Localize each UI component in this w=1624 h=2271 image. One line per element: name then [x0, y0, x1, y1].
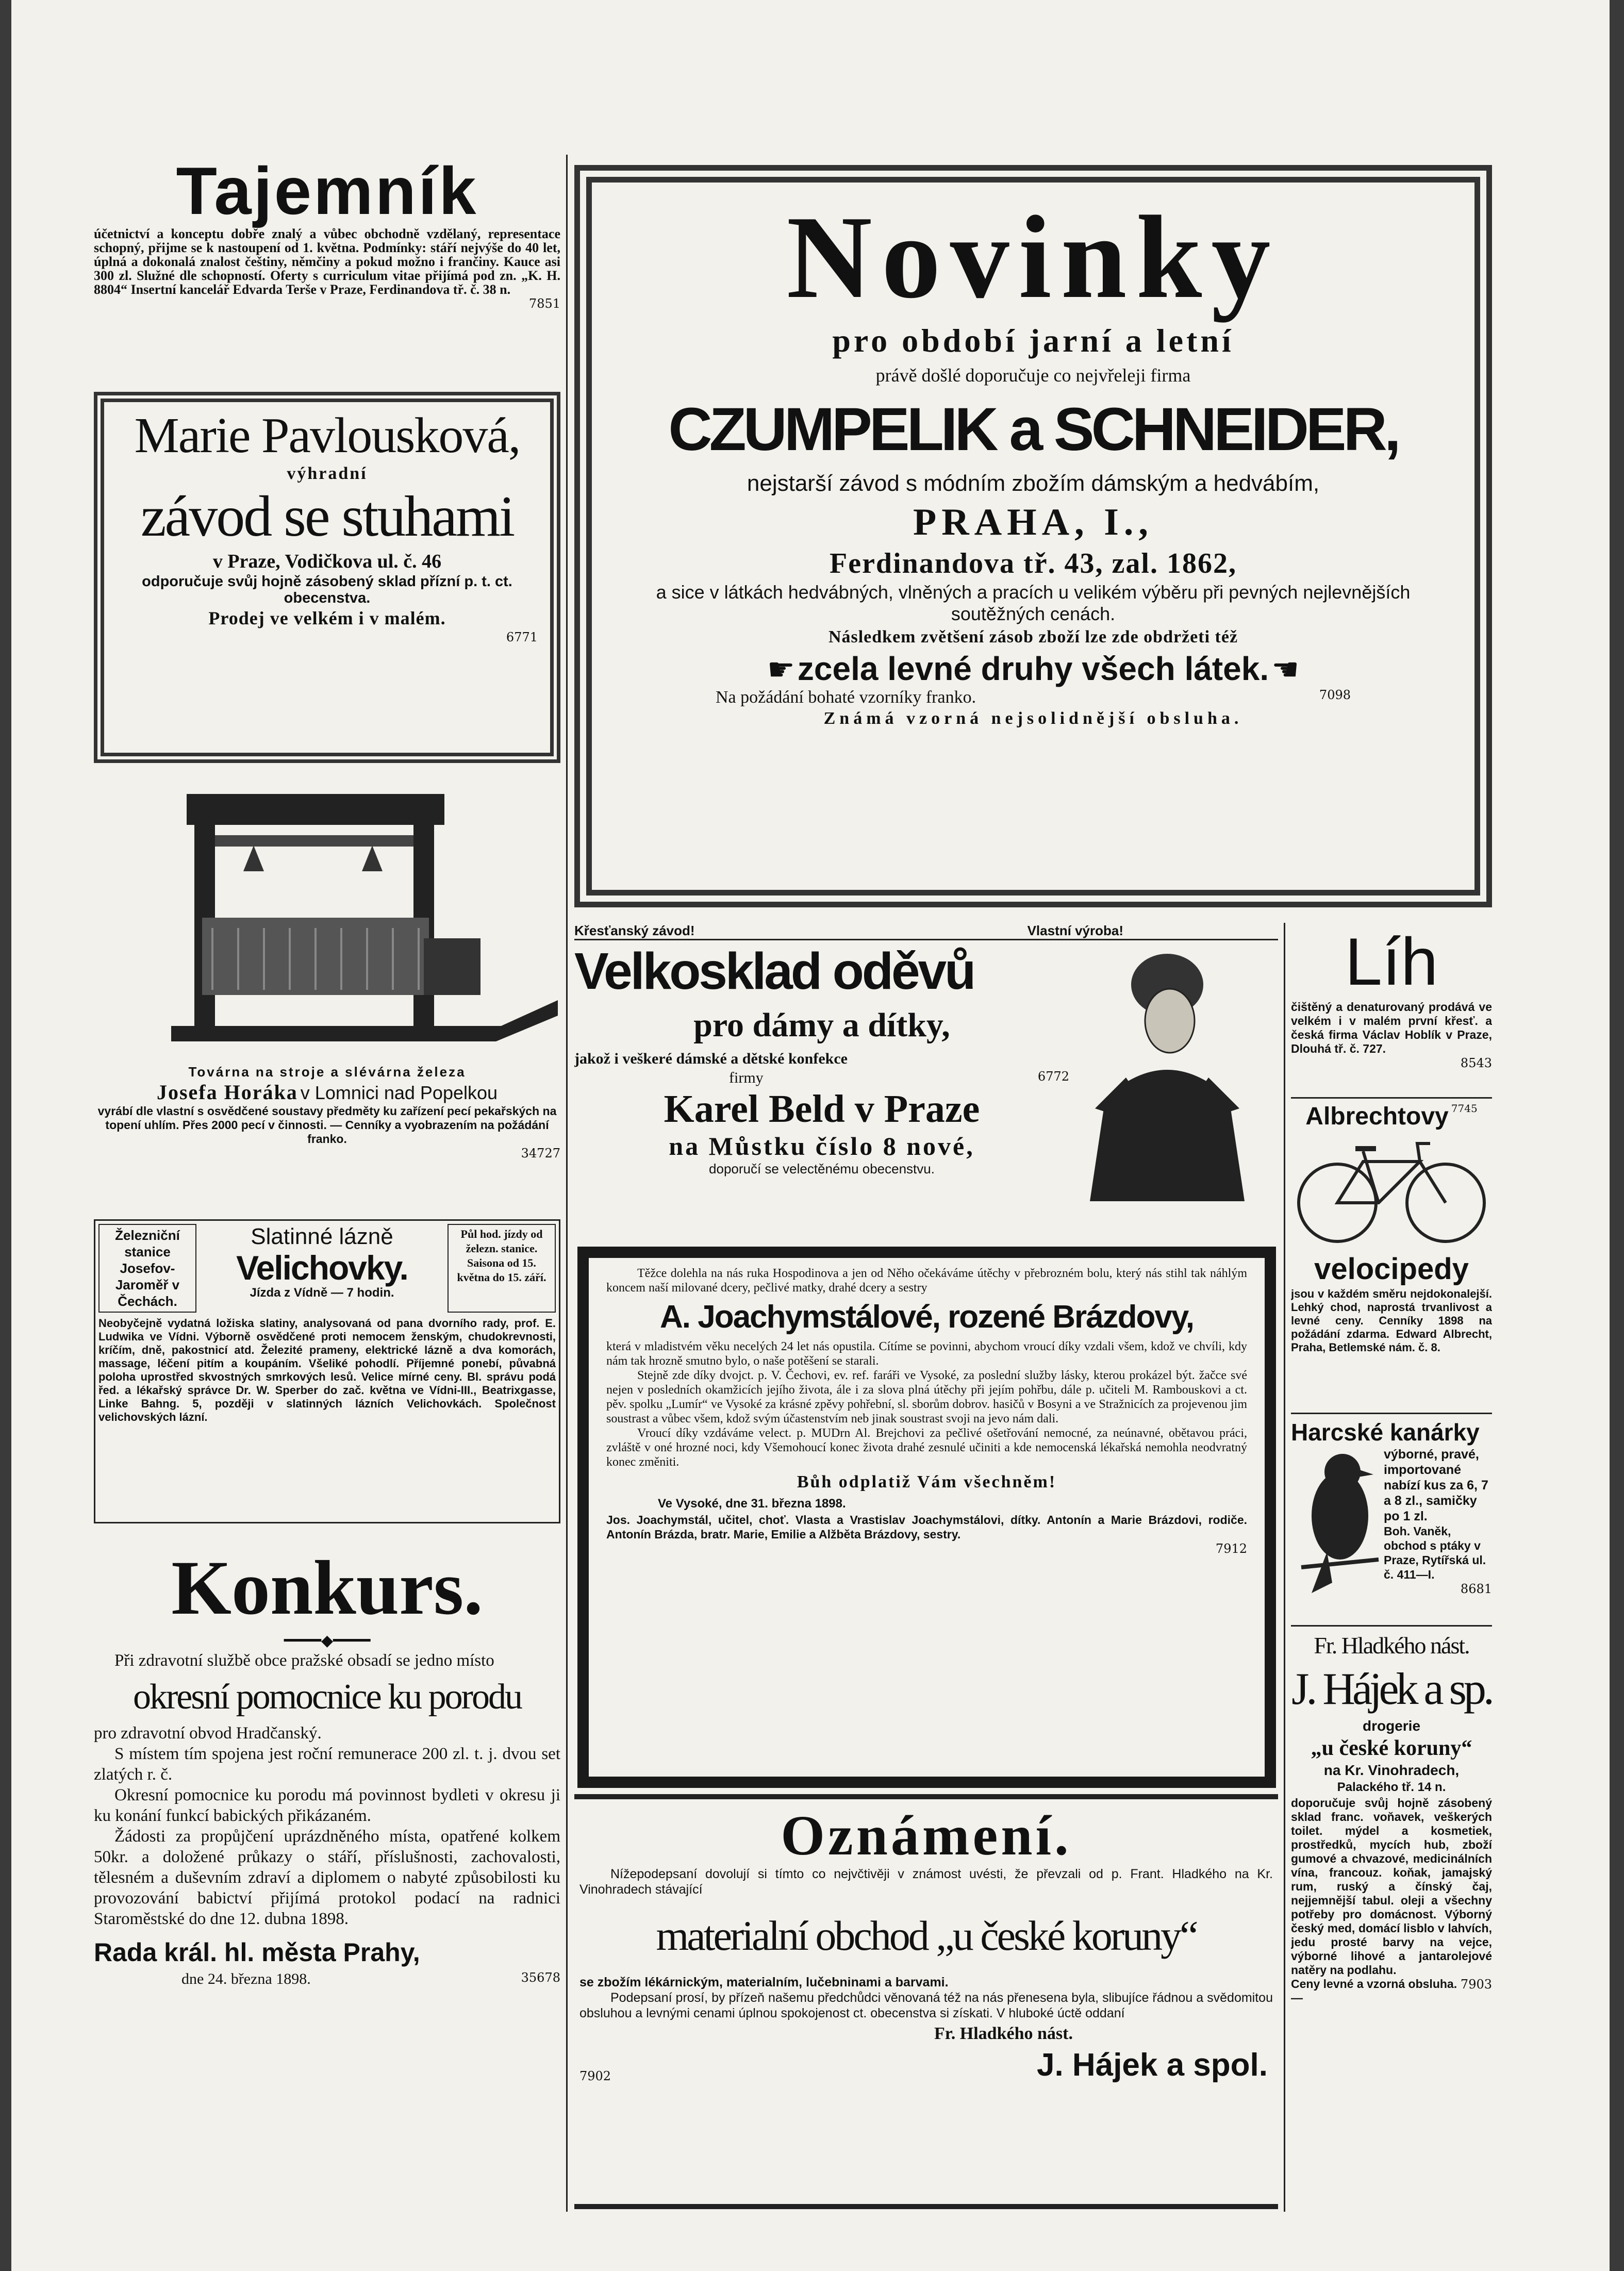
- oznameni-ad: [574, 1794, 1278, 2209]
- velichovky-header: [98, 1224, 556, 1313]
- hajek-shop: „u české koruny“: [1311, 1736, 1472, 1760]
- lih-headline: Líh: [1345, 924, 1438, 999]
- velichovky-sub: Jízda z Vídně — 7 hodin.: [250, 1286, 394, 1300]
- horak-code: 34727: [521, 1146, 560, 1161]
- albrecht-body: jsou v každém směru nejdokonalejší. Lehký chod, naprostá trvanlivost a levné ceny. Cenníky 1898 na požádání zdarma. Edward Albrecht, Praha, Betlemské nám. č. 8.: [1291, 1287, 1492, 1354]
- konkurs-p1: S místem tím spojena jest roční remunerace 200 zl. t. j. dvou set zlatých r. č.: [94, 1745, 560, 1784]
- obituary-code: 7912: [1215, 1541, 1247, 1556]
- beld-firm-line: [574, 1069, 1069, 1087]
- hajek-prev: Fr. Hladkého nást.: [1314, 1632, 1469, 1659]
- oznameni-shop: materialní obchod „u české koruny“: [656, 1912, 1197, 1959]
- rule-lih: [1291, 1097, 1492, 1099]
- oznameni-firm: J. Hájek a spol.: [1037, 2047, 1268, 2083]
- konkurs-district: pro zdravotní obvod Hradčanský.: [94, 1724, 322, 1743]
- kanarky-headline: Harcské kanárky: [1291, 1419, 1480, 1446]
- column-rule-right: [1284, 923, 1285, 2212]
- pavlouskova-body: odporučuje svůj hojně zásobený sklad přízní p. t. ct. obecenstva.: [142, 573, 512, 606]
- beld-headline: Velkosklad oděvů: [574, 942, 974, 1000]
- beld-left-tag: Křesťanský závod!: [574, 923, 695, 938]
- pavlouskova-headline: závod se stuhami: [140, 485, 514, 549]
- horak-ad: [94, 784, 560, 1212]
- velichovky-right-box: Půl hod. jízdy od železn. stanice. Saisona od 15. května do 15. září.: [448, 1224, 556, 1313]
- pavlouskova-ad: [94, 392, 560, 763]
- beld-tags: [574, 923, 1278, 940]
- novinky-samples-line: [612, 688, 1454, 707]
- novinky-ad: [574, 165, 1492, 907]
- oznameni-footer: [579, 2047, 1273, 2083]
- tajemnik-ad: [94, 155, 560, 376]
- konkurs-ad: [94, 1544, 560, 2209]
- lih-code: 8543: [1460, 1056, 1492, 1070]
- horak-body: vyrábí dle vlastní s osvědčené soustavy předměty ku zařízení pecí pekařských na topení uhlím. Přes 2000 pecí v činnosti. — Cenníky a vyobrazením na požádání franko.: [97, 1104, 557, 1146]
- rule-albrecht: [1291, 1413, 1492, 1414]
- horak-line1: Továrna na stroje a slévárna železa: [188, 1064, 466, 1080]
- novinky-arrived: právě došlé doporučuje co nejvřeleji firma: [875, 365, 1191, 386]
- pavlouskova-footer: Prodej ve velkém i v malém.: [208, 608, 446, 628]
- horak-name: Josefa Horáka: [156, 1081, 298, 1104]
- novinky-firm: CZUMPELIK a SCHNEIDER,: [668, 395, 1398, 463]
- velichovky-left-box: Železniční stanice Josefov-Jaroměř v Čechách.: [98, 1224, 196, 1313]
- obituary-blessing: Bůh odplatiž Vám všechněm!: [797, 1472, 1057, 1491]
- novinky-city: PRAHA, I.,: [913, 501, 1153, 543]
- novinky-samples: Na požádání bohaté vzorníky franko.: [716, 688, 976, 707]
- beld-recommend: doporučí se velectěnému obecenstvu.: [709, 1161, 935, 1176]
- obituary-p3: Vroucí díky vzdáváme velect. p. MUDrn Al. Brejchovi za pečlivé ošetřování nemocné, za neúnavné, obětavou práci, zvláště v oné hrozné noci, kdy Všemohoucí konec života drahé zesnulé učiniti a kde nemocenská lékařská nemohla neodvratný konec změniti.: [606, 1427, 1247, 1469]
- konkurs-headline: Konkurs.: [171, 1545, 483, 1631]
- kanarky-seller: Boh. Vaněk, obchod s ptáky v Praze, Rytířská ul. č. 411—I.: [1384, 1524, 1486, 1581]
- konkurs-intro: Při zdravotní službě obce pražské obsadí se jedno místo: [114, 1651, 494, 1670]
- konkurs-signature: Rada král. hl. města Prahy,: [94, 1938, 420, 1967]
- novinky-goods: a sice v látkách hedvábných, vlněných a pracích u velikém výběru při pevných nejlevnějších soutěžných cenách.: [656, 582, 1411, 624]
- albrecht-product: velocipedy: [1314, 1252, 1469, 1286]
- hajek-type: drogerie: [1362, 1718, 1421, 1734]
- obituary-p1: která v mladistvém věku necelých 24 let nás opustila. Cítíme se povinni, abychom vroucí díky vzdali všem, kdož ve chvíli, kdy nám tak hrozně smutno bylo, o naše potěšení se starali.: [606, 1340, 1247, 1368]
- oznameni-goods: se zbožím lékárnickým, materialním, lučebninami a barvami.: [579, 1975, 949, 1990]
- horak-name-line: [94, 1080, 560, 1104]
- hajek-place: na Kr. Vinohradech,: [1323, 1762, 1460, 1778]
- kanarky-ad: [1291, 1418, 1492, 1624]
- lady-illustration: [1074, 943, 1260, 1201]
- konkurs-date: dne 24. března 1898.: [181, 1970, 311, 1987]
- obituary-intro: Těžce dolehla na nás ruka Hospodinova a jen od Něho očekáváme útěchy v přebrozném bolu, který nás stihl tak náhlým koncem naší milované dcery, pečlivé matky, drahé dcery a sestry: [606, 1267, 1247, 1295]
- obituary-family: Jos. Joachymstál, učitel, choť. Vlasta a Vrastislav Joachymstálovi, dítky. Antonín a Marie Brázdovi, rodiče. Antonín Brázda, bratr. Marie, Emilie a Alžběta Brázdovy, sestry.: [606, 1513, 1247, 1541]
- press-machine-image: [94, 784, 560, 1062]
- obituary-name: A. Joachymstálové, rozené Brázdovy,: [660, 1299, 1194, 1335]
- oznameni-code: 7902: [579, 2069, 611, 2083]
- beld-ad: [574, 923, 1278, 1237]
- hajek-ad: [1291, 1630, 1492, 2210]
- pavlouskova-name: Marie Pavlousková,: [134, 408, 520, 463]
- novinky-expansion: Následkem zvětšení zásob zboží lze zde obdržeti též: [828, 627, 1238, 647]
- hajek-address: Palackého tř. 14 n.: [1337, 1780, 1446, 1794]
- obituary-p2: Stejně zde díky dvojct. p. V. Čechovi, ev. ref. faráři ve Vysoké, za poslední služby lásky, kterou prokázel být. žačce své nejen v posledních okamžicích jejího života, ále i za slova plná útěchy při jejím pohřbu, dále p. učiteli M. Rambouskovi a ct. pěv. spolku „Lumír“ ve Vysoké za krásné zpěvy pohřební, sl. sborům dobrov. hasičů v Bosyni a ve Stražnicích za projevenou jim soustrast a vůbec všem, kdož svým účastenstvím neb jinak soustrast svoji na jevo nám dali.: [606, 1369, 1247, 1425]
- lih-ad: [1291, 923, 1492, 1096]
- konkurs-code: 35678: [521, 1970, 560, 1985]
- velichovky-center: [196, 1224, 448, 1313]
- hajek-footer: Ceny levné a vzorná obsluha. —: [1291, 1977, 1457, 2004]
- velichovky-title: Slatinné lázně: [251, 1224, 393, 1249]
- beld-firm-label: firmy: [729, 1069, 764, 1086]
- velichovky-body: Neobyčejně vydatná ložiska slatiny, analysovaná od pana dvorního rady, prof. E. Ludwika ve Vídni. Výborně osvědčené proti nemocem ženským, chudokrevnosti, kríčím, dně, pakostnicí atd. Železité prameny, elektrické lázně a dva komorách, massage, léčení pitím a koupáním. Všeliké pohodlí. Příjemné ponebí, půvabná poloha uprostřed skvostných smrkových lesů. Velice mírné ceny. Bl. správu podá řed. a lékařský správce Dr. W. Sperber do zač. května ve Vídni-III., Beatrixgasse, Linke Bahng. 5, později v slatinných lázních Velichovkách. Společnost velichovských lázní.: [98, 1317, 556, 1423]
- hajek-body: doporučuje svůj hojně zásobený sklad franc. voňavek, veškerých toilet. mýdel a kosmetiek, prostředků, mycích hub, zboží gumové a chvazové, medicinálních vína, francouz. koňak, jamajský rum, ruský a čínský čaj, nejjemnější tabul. oleji a všechny potřeby pro domácnost. Výborný český med, domácí lisblo v lahvích, jedu prosté barvy na vejce, výborné lihové a jantarolejové natěry na podlahu.: [1291, 1796, 1492, 1977]
- konkurs-p2: Okresní pomocnice ku porodu má povinnost bydleti v okresu ji ku konání funkcí babických přikázaném.: [94, 1786, 560, 1825]
- pavlouskova-address: v Praze, Vodičkova ul. č. 46: [212, 551, 442, 572]
- pavlouskova-code: 6771: [506, 630, 538, 644]
- konkurs-p3: Žádosti za propůjčení uprázdněného místa, opatřené kolkem 50kr. a doložené průkazy o stáří, příslušnosti, zachovalosti, tělesném a duševním zdraví a diplomem o nabyté způsobilosti ku provozování babictví přijímá protokol podací na radnici Staroměstské do dne 12. dubna 1898.: [94, 1827, 560, 1928]
- column-rule-left: [566, 155, 568, 2212]
- beld-for: pro dámy a dítky,: [693, 1006, 950, 1044]
- novinky-address: Ferdinandova tř. 43, zal. 1862,: [830, 548, 1237, 579]
- pointing-hand-left-icon: ☛: [767, 652, 795, 688]
- beld-address: na Můstku číslo 8 nové,: [669, 1132, 975, 1161]
- oznameni-successor: Fr. Hladkého nást.: [934, 2024, 1073, 2043]
- novinky-code: 7098: [1319, 688, 1351, 702]
- rule-kanarky: [1291, 1625, 1492, 1627]
- obituary-ad: [577, 1247, 1276, 1788]
- oznameni-p2: Podepsaní prosí, by přízeň našemu předchůdci věnovaná též na nás přenesena byla, slibujíce řádnou a svědomitou obsluhou a levnými cenami úplnou spokojenost ct. obecenstva si získati. V hluboké úctě oddaní: [579, 1991, 1273, 2020]
- tajemnik-headline: Tajemník: [176, 155, 478, 228]
- beld-code: 6772: [1037, 1069, 1069, 1084]
- tajemnik-code: 7851: [528, 296, 560, 311]
- horak-place: v Lomnici nad Popelkou: [300, 1082, 498, 1103]
- albrecht-code: 7745: [1451, 1102, 1478, 1115]
- novinky-cheap-line: [612, 650, 1454, 688]
- konkurs-position: okresní pomocnice ku porodu: [133, 1677, 521, 1717]
- obituary-place-date: Ve Vysoké, dne 31. března 1898.: [658, 1497, 846, 1511]
- velichovky-name: Velichovky.: [236, 1249, 408, 1287]
- hajek-code: 7903: [1460, 1977, 1492, 1992]
- velichovky-ad: [94, 1219, 560, 1523]
- hajek-firm: J. Hájek a sp.: [1291, 1664, 1492, 1714]
- tajemnik-body: účetnictví a konceptu dobře znalý a vůbec obchodně vzdělaný, representace schopný, přijme se k nastoupení od 1. května. Podmínky: stáří nejvýše do 40 let, úplná a dokonalá znalost češtiny, němčiny a pokud možno i frančiny. Kauce asi 300 zl. Služné dle schopností. Oferty s curriculum vitae přijímá pod zn. „K. H. 8804“ Insertní kancelář Edvarda Terše v Praze, Ferdinandova tř. č. 38 n.: [94, 226, 560, 297]
- novinky-oldest: nejstarší závod s módním zbožím dámským a hedvábím,: [747, 471, 1320, 496]
- albrecht-ad: [1291, 1102, 1492, 1409]
- konkurs-divider: ━━━━◆━━━━: [284, 1632, 371, 1650]
- pointing-hand-right-icon: ☚: [1271, 652, 1300, 688]
- novinky-headline: Novinky: [786, 191, 1280, 323]
- kanarky-code: 8681: [1460, 1582, 1492, 1596]
- bicycle-image: [1291, 1131, 1492, 1249]
- novinky-cheap: zcela levné druhy všech látek.: [797, 650, 1269, 687]
- oznameni-p1: Nížepodepsaní dovolují si tímto co nejvčtivěji v známost uvésti, že převzali od p. Frant. Hladkého na Kr. Vinohradech stávající: [579, 1867, 1273, 1897]
- lih-body: čištěný a denaturovaný prodává ve velkém i v malém první křesť. a česká firma Václav Hoblík v Praze, Dlouhá tř. č. 727.: [1291, 1000, 1492, 1055]
- canary-image: [1291, 1449, 1384, 1603]
- novinky-service: Známá vzorná nejsolidnější obsluha.: [823, 709, 1243, 728]
- konkurs-footer: [94, 1970, 560, 1988]
- albrecht-headline-line: [1291, 1102, 1492, 1131]
- beld-also: jakož i veškeré dámské a dětské konfekce: [574, 1050, 848, 1067]
- newspaper-page: [11, 0, 1610, 2271]
- albrecht-headline: Albrechtovy: [1305, 1103, 1449, 1130]
- novinky-season: pro období jarní a letní: [832, 322, 1234, 359]
- hajek-footer-line: [1291, 1977, 1492, 2005]
- pavlouskova-tagline: výhradní: [287, 464, 368, 483]
- oznameni-headline: Oznámení.: [781, 1804, 1072, 1867]
- kanarky-body: výborné, pravé, importované nabízí kus za 6, 7 a 8 zl., samičky po 1 zl.: [1384, 1447, 1488, 1523]
- beld-right-tag: Vlastní výroba!: [1027, 923, 1123, 938]
- beld-name: Karel Beld v Praze: [664, 1087, 980, 1131]
